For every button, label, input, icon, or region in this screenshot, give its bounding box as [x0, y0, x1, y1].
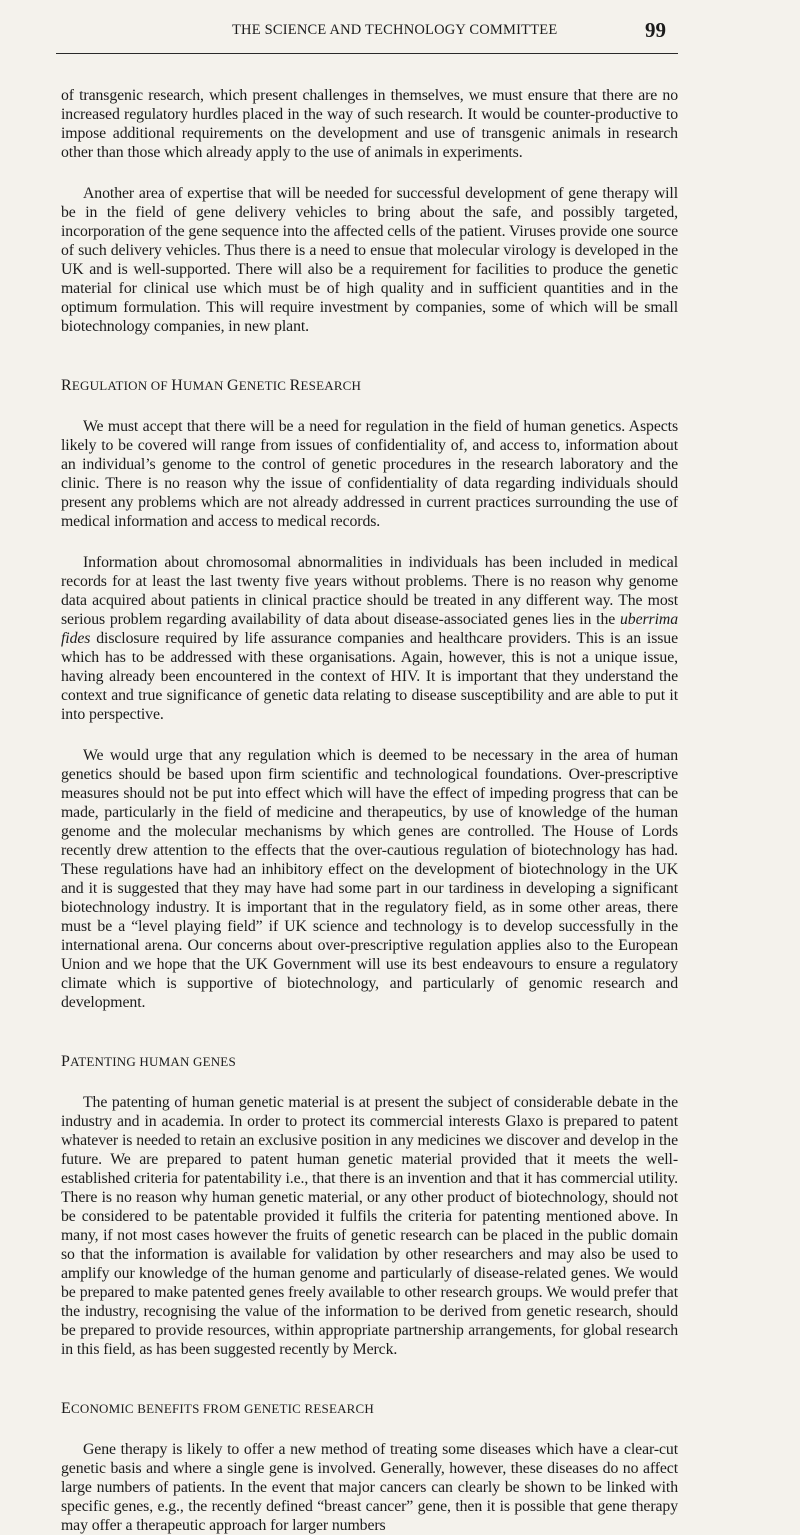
heading-text: CONOMIC BENEFITS FROM GENETIC RESEARCH [70, 1401, 374, 1416]
section-heading-regulation [61, 377, 678, 395]
paragraph-patenting: The patenting of human genetic material is at present the subject of considerable debate in the industry and in academia. In order to protect its commercial interests Glaxo is prepared to patent whatever is needed to retain an exclusive position in any medicines we discover and develop in the future. We are prepared to patent human genetic material provided that it meets the well-established criteria for patentability i.e., that there is an invention and that it has commercial utility. There is no reason why human genetic material, or any other product of biotechnology, should not be considered to be patentable provided it fulfils the criteria for patenting mentioned above. In many, if not most cases however the fruits of genetic research can be placed in the public domain so that the information is available for validation by other researchers and may also be used to amplify our knowledge of the human genome and particularly of disease-related genes. We would be prepared to make patented genes freely available to other research groups. We would prefer that the industry, recognising the value of the information to be derived from genetic research, should be prepared to provide resources, within appropriate partnership arrangements, for global research in this field, as has been suggested recently by Merck. [61, 1094, 678, 1358]
italic-term: uberrima fides [61, 611, 678, 647]
heading-initial: R [289, 377, 301, 394]
paragraph-chromosomal-info [61, 553, 678, 724]
heading-initial: E [61, 1400, 71, 1417]
heading-initial: P [61, 1053, 71, 1070]
heading-initial: R [61, 377, 72, 394]
paragraph-text: disclosure required by life assurance companies and healthcare providers. This is an issue which has to be addressed with these organisations. Again, however, this is not a unique issue, having already been encountered in the context of HIV. It is important that they understand the context and true significance of genetic data relating to disease susceptibility and are able to put it into perspective. [61, 630, 678, 723]
heading-text: ATENTING HUMAN GENES [70, 1054, 236, 1069]
heading-text: ENETIC [238, 378, 290, 393]
heading-text: ESEARCH [300, 378, 362, 393]
paragraph-regulation-foundations: We would urge that any regulation which is deemed to be necessary in the area of human genetics should be based upon firm scientific and technological foundations. Over-prescriptive measures should not be put into effect which will have the effect of impeding progress that can be made, particularly in the field of medicine and therapeutics, by use of knowledge of the human genome and the molecular mechanisms by which genes are controlled. The House of Lords recently drew attention to the effects that the over-cautious regulation of biotechnology has had. These regulations have had an inhibitory effect on the development of biotechnology in the UK and it is suggested that they may have had some part in our tardiness in developing a significant biotechnology industry. It is important that in the regulatory field, as in some other areas, there must be a “level playing field” if UK science and technology is to develop successfully in the international arena. Our concerns about over-prescriptive regulation applies also to the European Union and we hope that the UK Government will use its best endeavours to ensure a regulatory climate which is supportive of biotechnology, and particularly of genomic research and development. [61, 747, 678, 1011]
heading-text: UMAN [183, 378, 227, 393]
running-header [0, 20, 800, 44]
paragraph-gene-delivery: Another area of expertise that will be needed for successful development of gene therapy will be in the field of gene delivery vehicles to bring about the safe, and possibly targeted, incorporation of the gene sequence into the affected cells of the patient. Viruses provide one source of such delivery vehicles. Thus there is a need to ensue that molecular virology is developed in the UK and is well-supported. There will also be a requirement for facilities to produce the genetic material for clinical use which must be of high quality and in sufficient quantities and in the optimum formulation. This will require investment by companies, some of which will be small biotechnology companies, in new plant. [61, 185, 678, 335]
paragraph-regulation-need: We must accept that there will be a need for regulation in the field of human genetics. Aspects likely to be covered will range from issues of confidentiality of, and access to, information about an individual’s genome to the control of genetic procedures in the research laboratory and the clinic. There is no reason why the issue of confidentiality of data regarding individuals should present any problems which are not already addressed in current practices surrounding the use of medical information and access to medical records. [61, 418, 678, 530]
header-rule [56, 53, 678, 54]
paragraph-continuation: of transgenic research, which present challenges in themselves, we must ensure that there are no increased regulatory hurdles placed in the way of such research. It would be counter-productive to impose additional requirements on the development and use of transgenic animals in research other than those which already apply to the use of animals in experiments. [61, 87, 678, 161]
page-number: 99 [645, 18, 666, 42]
section-heading-economic [61, 1400, 678, 1418]
running-title: THE SCIENCE AND TECHNOLOGY COMMITTEE [232, 22, 558, 38]
section-heading-patenting [61, 1053, 678, 1071]
body-text [61, 86, 678, 1535]
heading-initial: G [227, 377, 239, 394]
paragraph-economic: Gene therapy is likely to offer a new method of treating some diseases which have a clear-cut genetic basis and where a single gene is involved. Generally, however, these diseases do no affect large numbers of patients. In the event that major cancers can clearly be shown to be linked with specific genes, e.g., the recently defined “breast cancer” gene, then it is possible that gene therapy may offer a therapeutic approach for larger numbers [61, 1441, 678, 1534]
heading-initial: H [171, 377, 184, 394]
heading-text: EGULATION OF [71, 378, 172, 393]
paragraph-text: Information about chromosomal abnormalities in individuals has been included in medical records for at least the last twenty five years without problems. There is no reason why genome data acquired about patients in clinical practice should be treated in any different way. The most serious problem regarding availability of data about disease-associated genes lies in the [61, 554, 678, 628]
